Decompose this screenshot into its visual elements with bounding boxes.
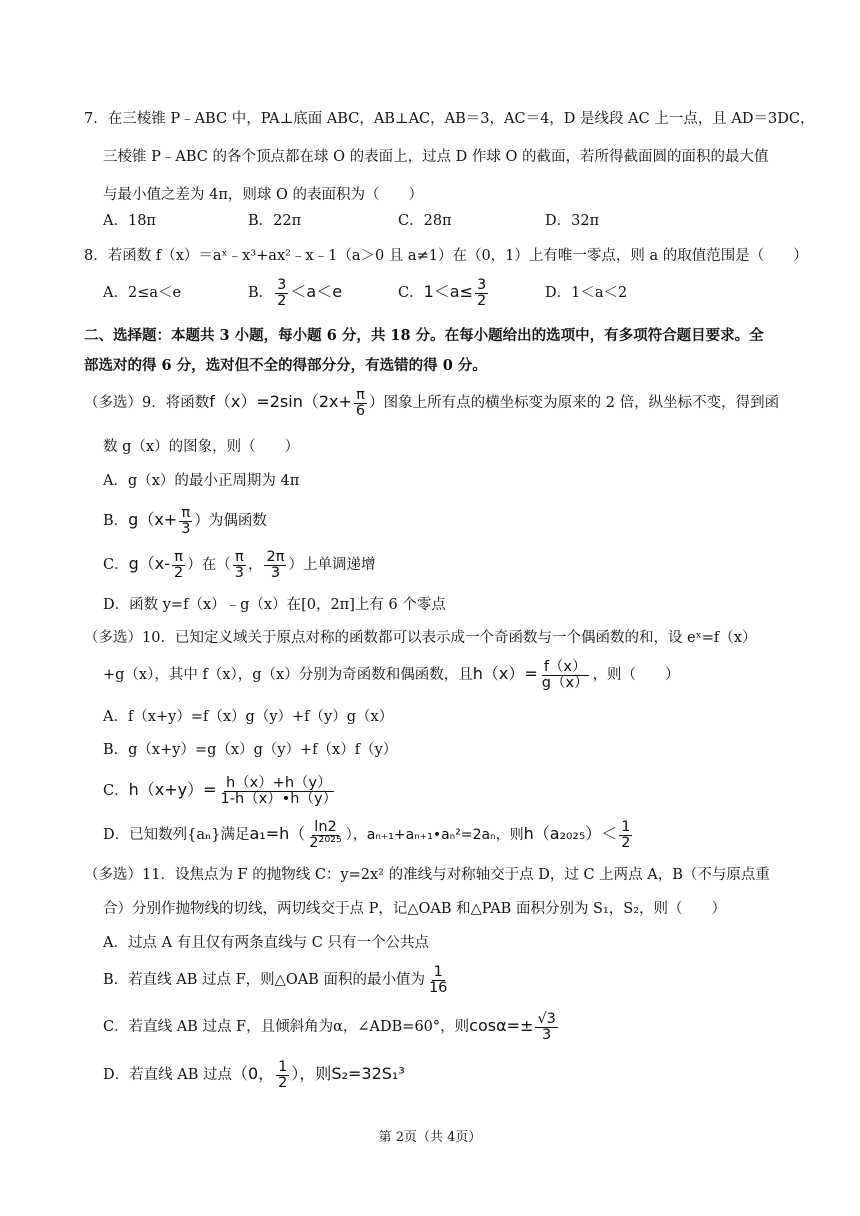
q8-option-c: C．1＜a≤ $\frac{3}{2}$ bbox=[398, 276, 487, 309]
q7-line3: 与最小值之差为 4π，则球 O 的表面积为（ ） bbox=[103, 187, 423, 203]
q7-line1: 7．在三棱锥 P﹣ABC 中，PA⊥底面 ABC，AB⊥AC，AB＝3，AC＝4，D 是线段 AC 上一点，且 AD＝3DC， bbox=[84, 111, 815, 127]
q7-option-c: C．28π bbox=[398, 213, 452, 229]
q9-stem-line2: 数 g（x）的图象，则（ ） bbox=[103, 439, 300, 455]
q8-option-d: D．1＜a＜2 bbox=[545, 285, 628, 301]
q9-option-a: A．g（x）的最小正周期为 4π bbox=[103, 473, 300, 489]
q8-stem: 8．若函数 f（x）＝aˣ﹣x³+ax²﹣x﹣1（a＞0 且 a≠1）在（0，1）上有唯一零点，则 a 的取值范围是（ ） bbox=[84, 248, 808, 264]
page-footer: 第 2页（共 4页） bbox=[378, 1130, 482, 1145]
q7-option-d: D．32π bbox=[545, 213, 600, 229]
q10-option-a: A．f（x+y）=f（x）g（y）+f（y）g（x） bbox=[103, 709, 394, 725]
q11-option-a: A．过点 A 有且仅有两条直线与 C 只有一个公共点 bbox=[103, 935, 429, 951]
q9-option-d: D．函数 y=f（x）﹣g（x）在[0，2π]上有 6 个零点 bbox=[103, 597, 446, 613]
q11-stem-line1: （多选）11．设焦点为 F 的抛物线 C：y=2x² 的准线与对称轴交于点 D，过 C 上两点 A，B（不与原点重 bbox=[84, 867, 770, 883]
q7-option-b: B．22π bbox=[248, 213, 302, 229]
q10-option-d: D．已知数列{aₙ}满足a₁=h（ $\frac{\ln 2}{\text{2²⁰²⁵}}$ ），aₙ₊₁+aₙ₊₁•aₙ²=2aₙ，则h（a₂₀₂₅）＜ $\frac{1}{2}$ bbox=[103, 818, 631, 851]
q7-option-a: A．18π bbox=[103, 213, 156, 229]
q9-option-c: C．g（x- $\frac{\pi}{2}$ ）在（ $\frac{\pi}{3}$ ， $\frac{2\pi}{3}$ ）上单调递增 bbox=[103, 548, 376, 581]
section2-line2: 部选对的得 6 分，选对但不全的得部分分，有选错的得 0 分。 bbox=[84, 357, 487, 374]
q8-option-a: A．2≤a＜e bbox=[103, 285, 182, 301]
q7-line2: 三棱锥 P﹣ABC 的各个顶点都在球 O 的表面上，过点 D 作球 O 的截面，若所得截面圆的面积的最大值 bbox=[103, 149, 769, 165]
q11-option-b: B．若直线 AB 过点 F，则△OAB 面积的最小值为 $\frac{1}{16}$ bbox=[103, 963, 448, 996]
q10-stem-line1: （多选）10．已知定义域关于原点对称的函数都可以表示成一个奇函数与一个偶函数的和，设 eˣ=f（x） bbox=[84, 630, 757, 646]
q11-option-c: C．若直线 AB 过点 F，且倾斜角为α，∠ADB=60°，则cosα=± $\frac{√3}{3}$ bbox=[103, 1010, 556, 1043]
q11-stem-line2: 合）分别作抛物线的切线，两切线交于点 P，记△OAB 和△PAB 面积分别为 S₁，S₂，则（ ） bbox=[103, 901, 727, 917]
q9-stem-line1: （多选）9．将函数f（x）=2sin（2x+ $\frac{\pi}{6}$ ）图象上所有点的横坐标变为原来的 2 倍，纵坐标不变，得到函 bbox=[84, 386, 780, 419]
q10-stem-line2: +g（x），其中 f（x），g（x）分别为奇函数和偶函数，且h（x）= $\frac{f(x)}{g(x)}$ ，则（ ） bbox=[103, 658, 680, 691]
q10-option-b: B．g（x+y）=g（x）g（y）+f（x）f（y） bbox=[103, 742, 398, 758]
q10-option-c: C．h（x+y）= $\frac{h(x)+h(y)}{1-h(x)•h(y)}$ bbox=[103, 774, 338, 807]
q9-option-b: B．g（x+ $\frac{\pi}{3}$ ）为偶函数 bbox=[103, 504, 267, 537]
section2-line1: 二、选择题：本题共 3 小题，每小题 6 分，共 18 分。在每小题给出的选项中，有多项符合题目要求。全 bbox=[84, 327, 764, 344]
q11-option-d: D．若直线 AB 过点（0， $\frac{1}{2}$ ），则S₂=32S₁³ bbox=[103, 1058, 405, 1091]
q8-option-b: B． $\frac{3}{2}$ ＜a＜e bbox=[248, 276, 343, 309]
